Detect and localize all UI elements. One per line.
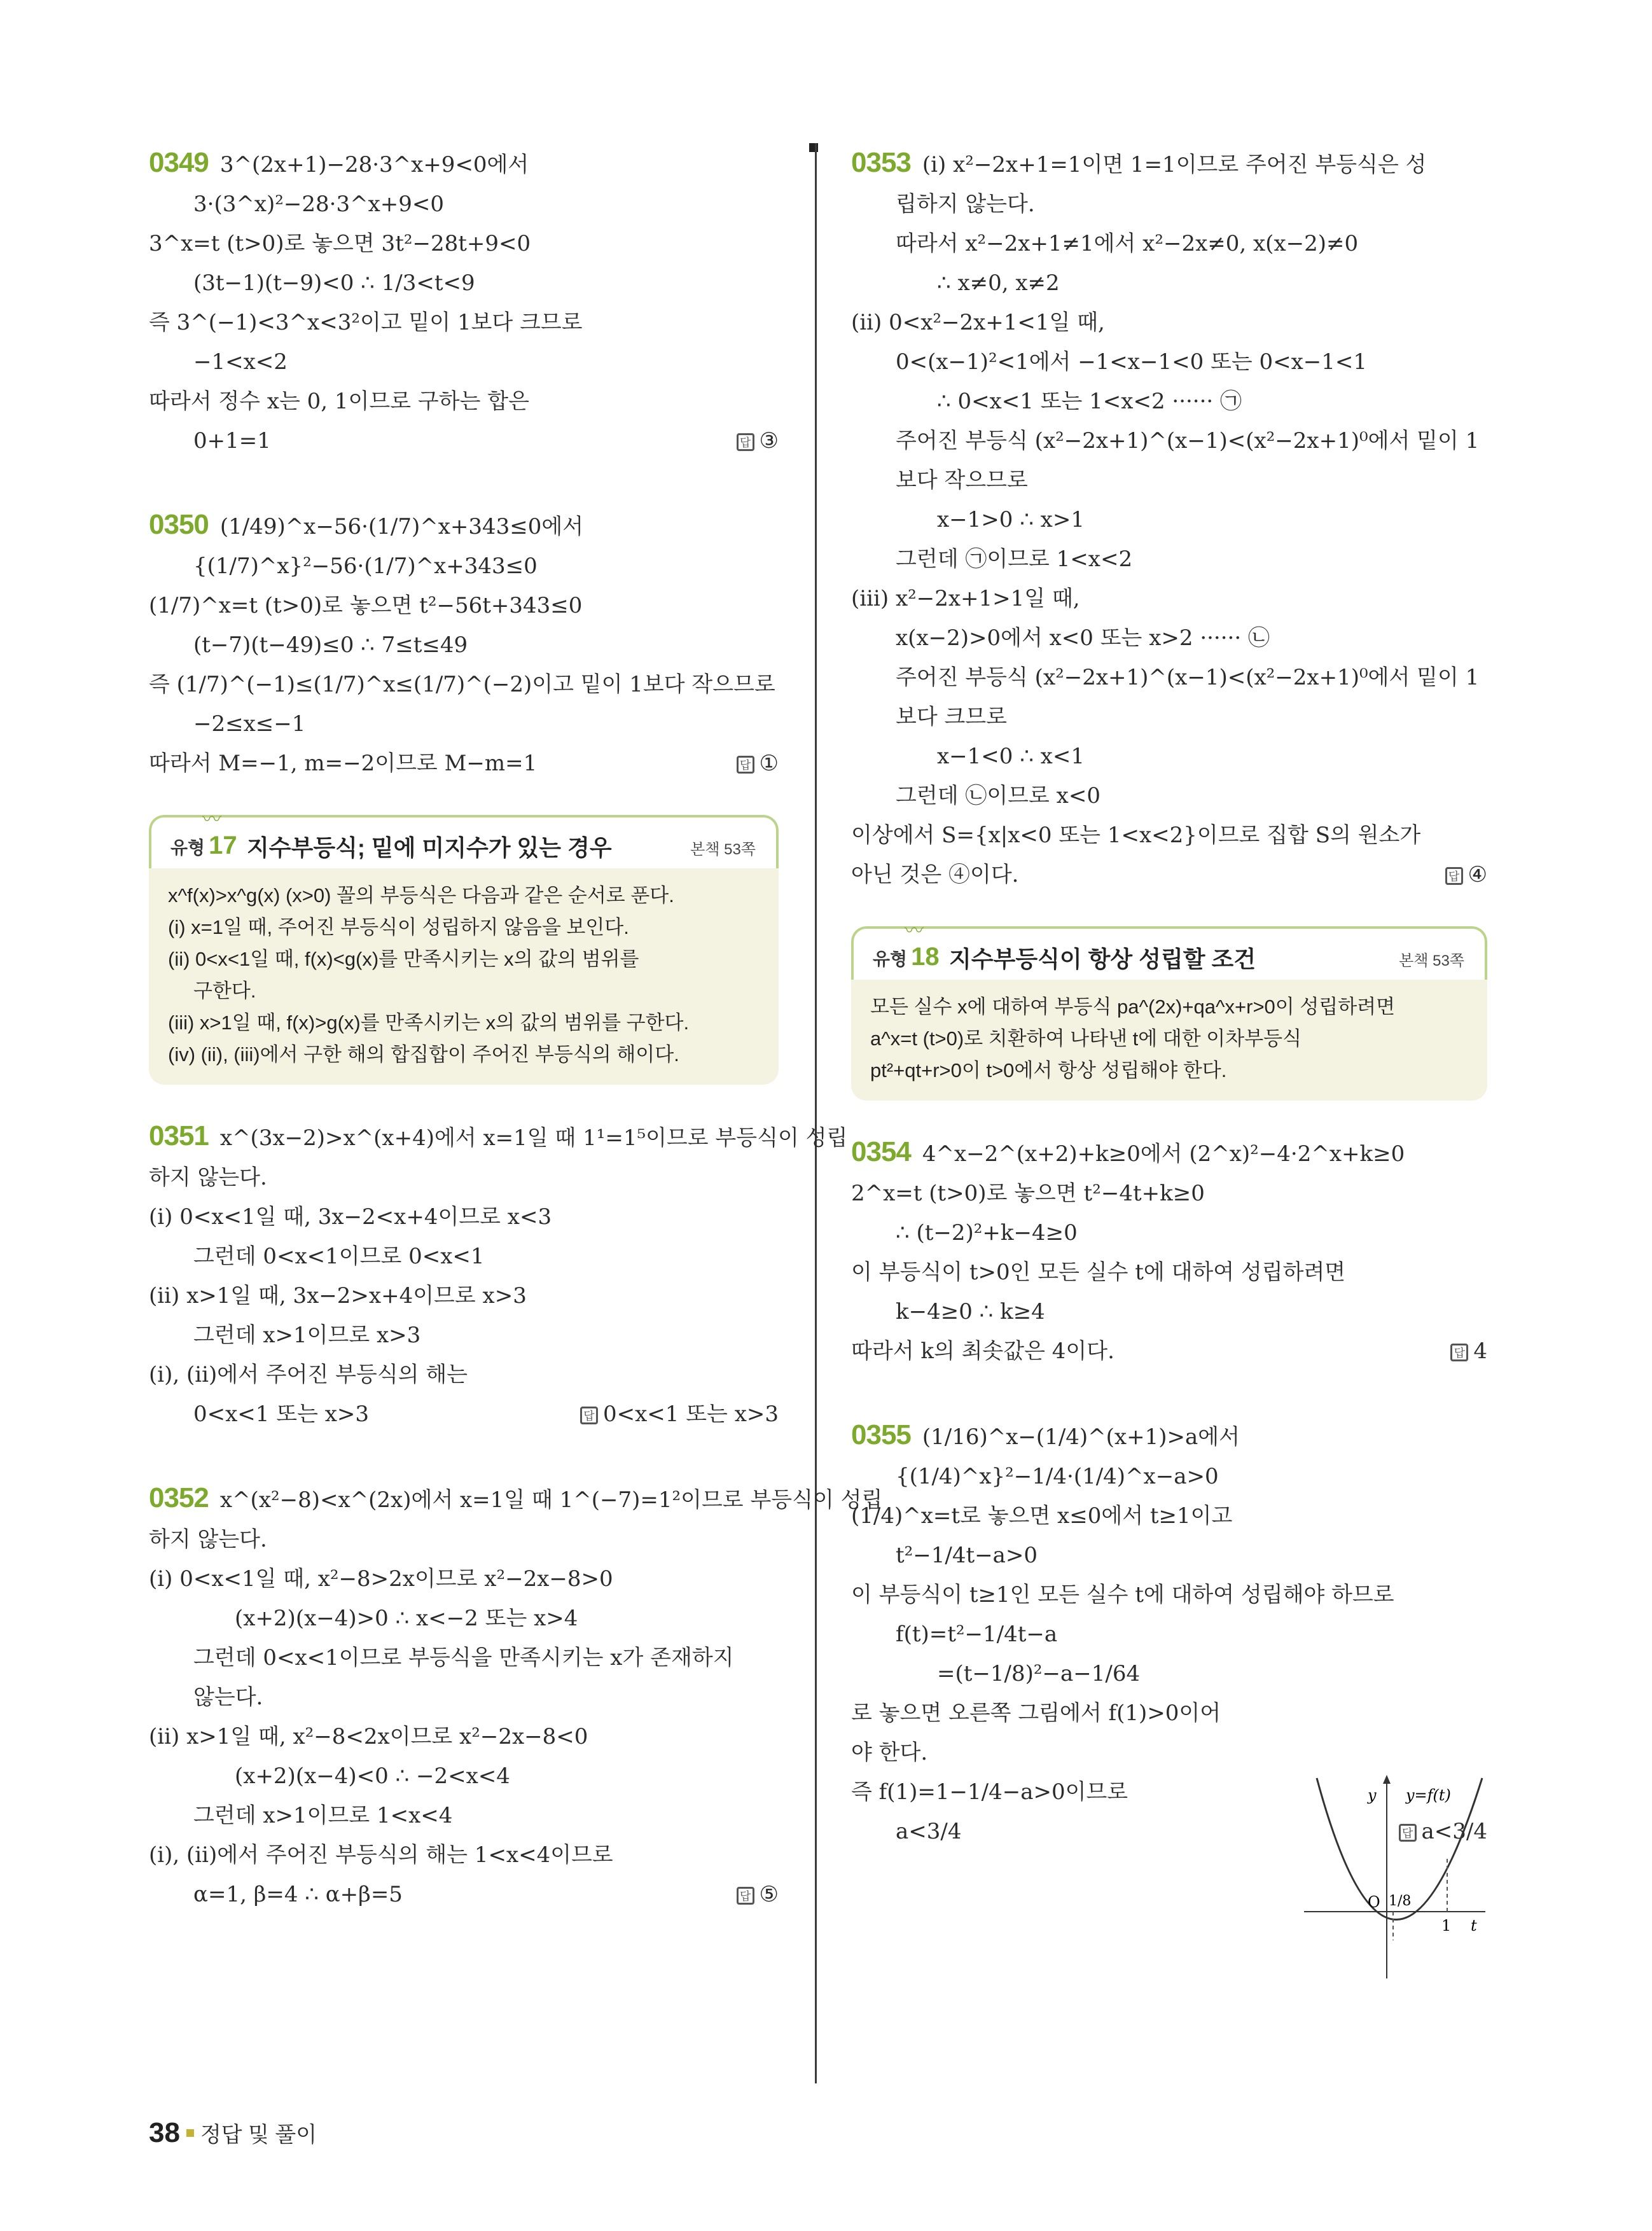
footer-square-icon xyxy=(186,2129,194,2137)
solution-line: 즉 (1/7)^(−1)≤(1/7)^x≤(1/7)^(−2)이고 밑이 1보다 작으므로 xyxy=(149,672,775,697)
solution-line: (i), (ii)에서 주어진 부등식의 해는 xyxy=(149,1362,468,1387)
problem-number: 0349 xyxy=(149,147,209,178)
answer-icon: 답 xyxy=(580,1407,598,1424)
type-line: 구한다. xyxy=(193,980,256,1002)
solution-line: (i) 0<x<1일 때, x²−8>2x이므로 x²−2x−8>0 xyxy=(149,1566,613,1592)
problem-number: 0350 xyxy=(149,509,209,540)
solution-line: 4^x−2^(x+2)+k≥0에서 (2^x)²−4·2^x+k≥0 xyxy=(922,1141,1405,1167)
answer-icon: 답 xyxy=(1399,1824,1417,1842)
answer-value: ① xyxy=(759,751,779,776)
solution-line: (1/7)^x=t (t>0)로 놓으면 t²−56t+343≤0 xyxy=(149,593,583,618)
y-axis-arrow xyxy=(1383,1775,1391,1784)
solution-line: α=1, β=4 ∴ α+β=5 xyxy=(193,1882,403,1907)
answer-icon: 답 xyxy=(737,1887,754,1905)
type-number: 17 xyxy=(209,831,237,859)
type-line: (iii) x>1일 때, f(x)>g(x)를 만족시키는 x의 값의 범위를 구한다. xyxy=(168,1011,690,1034)
problem-0349 xyxy=(149,143,779,461)
right-column xyxy=(851,143,1487,1851)
type-label: 유형 xyxy=(873,949,908,969)
y-label: y xyxy=(1368,1786,1377,1804)
solution-line: 즉 f(1)=1−1/4−a>0이므로 xyxy=(851,1779,1128,1805)
answer-icon: 답 xyxy=(1445,867,1463,885)
solution-line: 이 부등식이 t>0인 모든 실수 t에 대하여 성립하려면 xyxy=(851,1260,1346,1285)
solution-line: (x+2)(x−4)<0 ∴ −2<x<4 xyxy=(235,1763,510,1789)
answer-badge xyxy=(737,744,779,783)
solution-line: 그런데 x>1이므로 1<x<4 xyxy=(193,1803,453,1828)
problem-number: 0355 xyxy=(851,1419,911,1450)
type17-body xyxy=(149,868,779,1085)
answer-value: ③ xyxy=(759,428,779,454)
solution-line: 3^(2x+1)−28·3^x+9<0에서 xyxy=(219,152,529,177)
solution-line: x^(3x−2)>x^(x+4)에서 x=1일 때 1¹=1⁵이므로 부등식이 성립 xyxy=(219,1125,848,1151)
footer-title: 정답 및 풀이 xyxy=(200,2123,317,2147)
problem-0350 xyxy=(149,505,779,783)
solution-line: 2^x=t (t>0)로 놓으면 t²−4t+k≥0 xyxy=(851,1181,1205,1206)
solution-line: x(x−2)>0에서 x<0 또는 x>2 ······ ㉡ xyxy=(896,625,1270,651)
vertex-label: 1/8 xyxy=(1389,1893,1412,1909)
solution-line: =(t−1/8)²−a−1/64 xyxy=(937,1661,1141,1686)
type17-box xyxy=(149,815,779,1085)
solution-line: −1<x<2 xyxy=(193,349,288,375)
solution-line: (ii) 0<x²−2x+1<1일 때, xyxy=(851,310,1105,335)
type-reference: 본책 53쪽 xyxy=(690,841,756,858)
solution-line: ∴ (t−2)²+k−4≥0 xyxy=(896,1220,1078,1246)
solution-line: −2≤x≤−1 xyxy=(193,711,306,737)
answer-value: a<3/4 xyxy=(1421,1819,1487,1844)
answer-value: ④ xyxy=(1468,862,1487,887)
solution-line: 0<x<1 또는 x>3 xyxy=(193,1401,370,1427)
type-label: 유형 xyxy=(170,838,205,858)
problem-0354 xyxy=(851,1132,1487,1371)
answer-badge xyxy=(1450,1331,1487,1371)
solution-line: 그런데 ㉡이므로 x<0 xyxy=(896,783,1100,809)
parabola-graph xyxy=(1304,1775,1489,1985)
problem-0352 xyxy=(149,1478,883,1914)
type-reference: 본책 53쪽 xyxy=(1399,952,1464,970)
solution-line: 하지 않는다. xyxy=(149,1527,267,1552)
solution-line: 야 한다. xyxy=(851,1740,928,1765)
type-line: pt²+qt+r>0이 t>0에서 항상 성립해야 한다. xyxy=(870,1059,1227,1081)
solution-line: 따라서 M=−1, m=−2이므로 M−m=1 xyxy=(149,751,538,776)
answer-value: 4 xyxy=(1473,1338,1487,1364)
solution-line: (iii) x²−2x+1>1일 때, xyxy=(851,586,1080,611)
solution-line: (1/16)^x−(1/4)^(x+1)>a에서 xyxy=(922,1424,1240,1450)
problem-0353 xyxy=(851,143,1487,894)
type17-header xyxy=(149,815,779,868)
solution-line: 3·(3^x)²−28·3^x+9<0 xyxy=(193,191,444,217)
answer-icon: 답 xyxy=(737,433,754,451)
solution-line: 하지 않는다. xyxy=(149,1165,267,1190)
solution-line: 3^x=t (t>0)로 놓으면 3t²−28t+9<0 xyxy=(149,231,531,256)
solution-line: 따라서 k의 최솟값은 4이다. xyxy=(851,1338,1114,1364)
problem-number: 0354 xyxy=(851,1136,911,1167)
problem-number: 0351 xyxy=(149,1120,209,1151)
solution-line: (3t−1)(t−9)<0 ∴ 1/3<t<9 xyxy=(193,270,475,296)
solution-line: 즉 3^(−1)<3^x<3²이고 밑이 1보다 크므로 xyxy=(149,310,583,335)
solution-line: (ii) x>1일 때, 3x−2>x+4이므로 x>3 xyxy=(149,1283,527,1309)
type-line: a^x=t (t>0)로 치환하여 나타낸 t에 대한 이차부등식 xyxy=(870,1027,1302,1050)
solution-line: x−1>0 ∴ x>1 xyxy=(937,507,1085,532)
answer-badge xyxy=(737,1875,779,1914)
page-number: 38 xyxy=(149,2117,180,2148)
problem-number: 0353 xyxy=(851,147,911,178)
solution-line: (x+2)(x−4)>0 ∴ x<−2 또는 x>4 xyxy=(235,1606,578,1631)
solution-line: 보다 크므로 xyxy=(896,704,1008,730)
solution-line: t²−1/4t−a>0 xyxy=(896,1543,1038,1568)
wave-icon: 〰 xyxy=(905,926,924,942)
problem-0351 xyxy=(149,1116,848,1434)
solution-line: a<3/4 xyxy=(896,1819,962,1844)
answer-icon: 답 xyxy=(1450,1344,1468,1361)
answer-value: 0<x<1 또는 x>3 xyxy=(602,1401,779,1427)
page-footer xyxy=(149,2117,317,2149)
solution-line: 주어진 부등식 (x²−2x+1)^(x−1)<(x²−2x+1)⁰에서 밑이 1 xyxy=(896,665,1480,690)
solution-line: x^(x²−8)<x^(2x)에서 x=1일 때 1^(−7)=1²이므로 부등식이 성립 xyxy=(219,1487,883,1513)
solution-line: 0+1=1 xyxy=(193,428,271,454)
type-line: 모든 실수 x에 대하여 부등식 pa^(2x)+qa^x+r>0이 성립하려면 xyxy=(870,996,1396,1018)
problem-number: 0352 xyxy=(149,1482,209,1513)
solution-line: ∴ x≠0, x≠2 xyxy=(937,270,1060,296)
solution-line: (i) x²−2x+1=1이면 1=1이므로 주어진 부등식은 성 xyxy=(922,152,1427,177)
solution-line: (1/4)^x=t로 놓으면 x≤0에서 t≥1이고 xyxy=(851,1503,1233,1529)
solution-line: 립하지 않는다. xyxy=(896,191,1035,217)
solution-line: ∴ 0<x<1 또는 1<x<2 ······ ㉠ xyxy=(937,389,1242,414)
answer-badge xyxy=(1445,855,1487,894)
solution-line: 않는다. xyxy=(193,1685,263,1710)
type-line: (iv) (ii), (iii)에서 구한 해의 합집합이 주어진 부등식의 해이다. xyxy=(168,1043,679,1066)
solution-line: 그런데 x>1이므로 x>3 xyxy=(193,1323,421,1348)
solution-line: 그런데 ㉠이므로 1<x<2 xyxy=(896,546,1133,572)
answer-badge xyxy=(737,421,779,461)
answer-badge xyxy=(580,1394,779,1434)
solution-line: 0<(x−1)²<1에서 −1<x−1<0 또는 0<x−1<1 xyxy=(896,349,1368,375)
answer-icon: 답 xyxy=(737,756,754,774)
wave-icon: 〰 xyxy=(202,815,221,831)
solution-line: 주어진 부등식 (x²−2x+1)^(x−1)<(x²−2x+1)⁰에서 밑이 1 xyxy=(896,428,1480,454)
type18-header xyxy=(851,926,1487,980)
solution-line: (ii) x>1일 때, x²−8<2x이므로 x²−2x−8<0 xyxy=(149,1724,588,1749)
solution-line: 로 놓으면 오른쪽 그림에서 f(1)>0이어 xyxy=(851,1700,1221,1726)
solution-line: (t−7)(t−49)≤0 ∴ 7≤t≤49 xyxy=(193,632,468,658)
type-line: x^f(x)>x^g(x) (x>0) 꼴의 부등식은 다음과 같은 순서로 푼다. xyxy=(168,884,674,907)
solution-line: k−4≥0 ∴ k≥4 xyxy=(896,1299,1045,1324)
solution-line: (1/49)^x−56·(1/7)^x+343≤0에서 xyxy=(219,514,584,539)
solution-line: 이 부등식이 t≥1인 모든 실수 t에 대하여 성립해야 하므로 xyxy=(851,1582,1394,1608)
solution-line: {(1/4)^x}²−1/4·(1/4)^x−a>0 xyxy=(896,1464,1219,1489)
answer-value: ⑤ xyxy=(759,1882,779,1907)
type-line: (ii) 0<x<1일 때, f(x)<g(x)를 만족시키는 x의 값의 범위를 xyxy=(168,948,639,970)
solution-line: {(1/7)^x}²−56·(1/7)^x+343≤0 xyxy=(193,553,538,579)
solution-line: (i), (ii)에서 주어진 부등식의 해는 1<x<4이므로 xyxy=(149,1842,613,1868)
solution-line: x−1<0 ∴ x<1 xyxy=(937,744,1085,769)
solution-line: 아닌 것은 ④이다. xyxy=(851,862,1019,887)
solution-line: 그런데 0<x<1이므로 0<x<1 xyxy=(193,1244,485,1269)
solution-line: 따라서 x²−2x+1≠1에서 x²−2x≠0, x(x−2)≠0 xyxy=(896,231,1359,256)
solution-line: (i) 0<x<1일 때, 3x−2<x+4이므로 x<3 xyxy=(149,1204,552,1230)
solution-line: f(t)=t²−1/4t−a xyxy=(896,1622,1058,1647)
curve-label: y=f(t) xyxy=(1406,1786,1451,1804)
type-title: 지수부등식이 항상 성립할 조건 xyxy=(949,946,1256,972)
solution-line: 그런데 0<x<1이므로 부등식을 만족시키는 x가 존재하지 xyxy=(193,1645,734,1671)
type-number: 18 xyxy=(911,943,940,971)
t-label: t xyxy=(1471,1917,1477,1935)
column-divider xyxy=(815,143,817,2083)
solution-line: 이상에서 S={x|x<0 또는 1<x<2}이므로 집합 S의 원소가 xyxy=(851,823,1421,848)
origin-label: O xyxy=(1368,1893,1380,1911)
type18-body xyxy=(851,980,1487,1101)
one-label: 1 xyxy=(1441,1917,1452,1935)
solution-line: 따라서 정수 x는 0, 1이므로 구하는 합은 xyxy=(149,389,529,414)
type-line: (i) x=1일 때, 주어진 부등식이 성립하지 않음을 보인다. xyxy=(168,916,629,938)
type18-box xyxy=(851,926,1487,1101)
type-title: 지수부등식; 밑에 미지수가 있는 경우 xyxy=(247,835,612,861)
solution-line: 보다 작으므로 xyxy=(896,468,1028,493)
